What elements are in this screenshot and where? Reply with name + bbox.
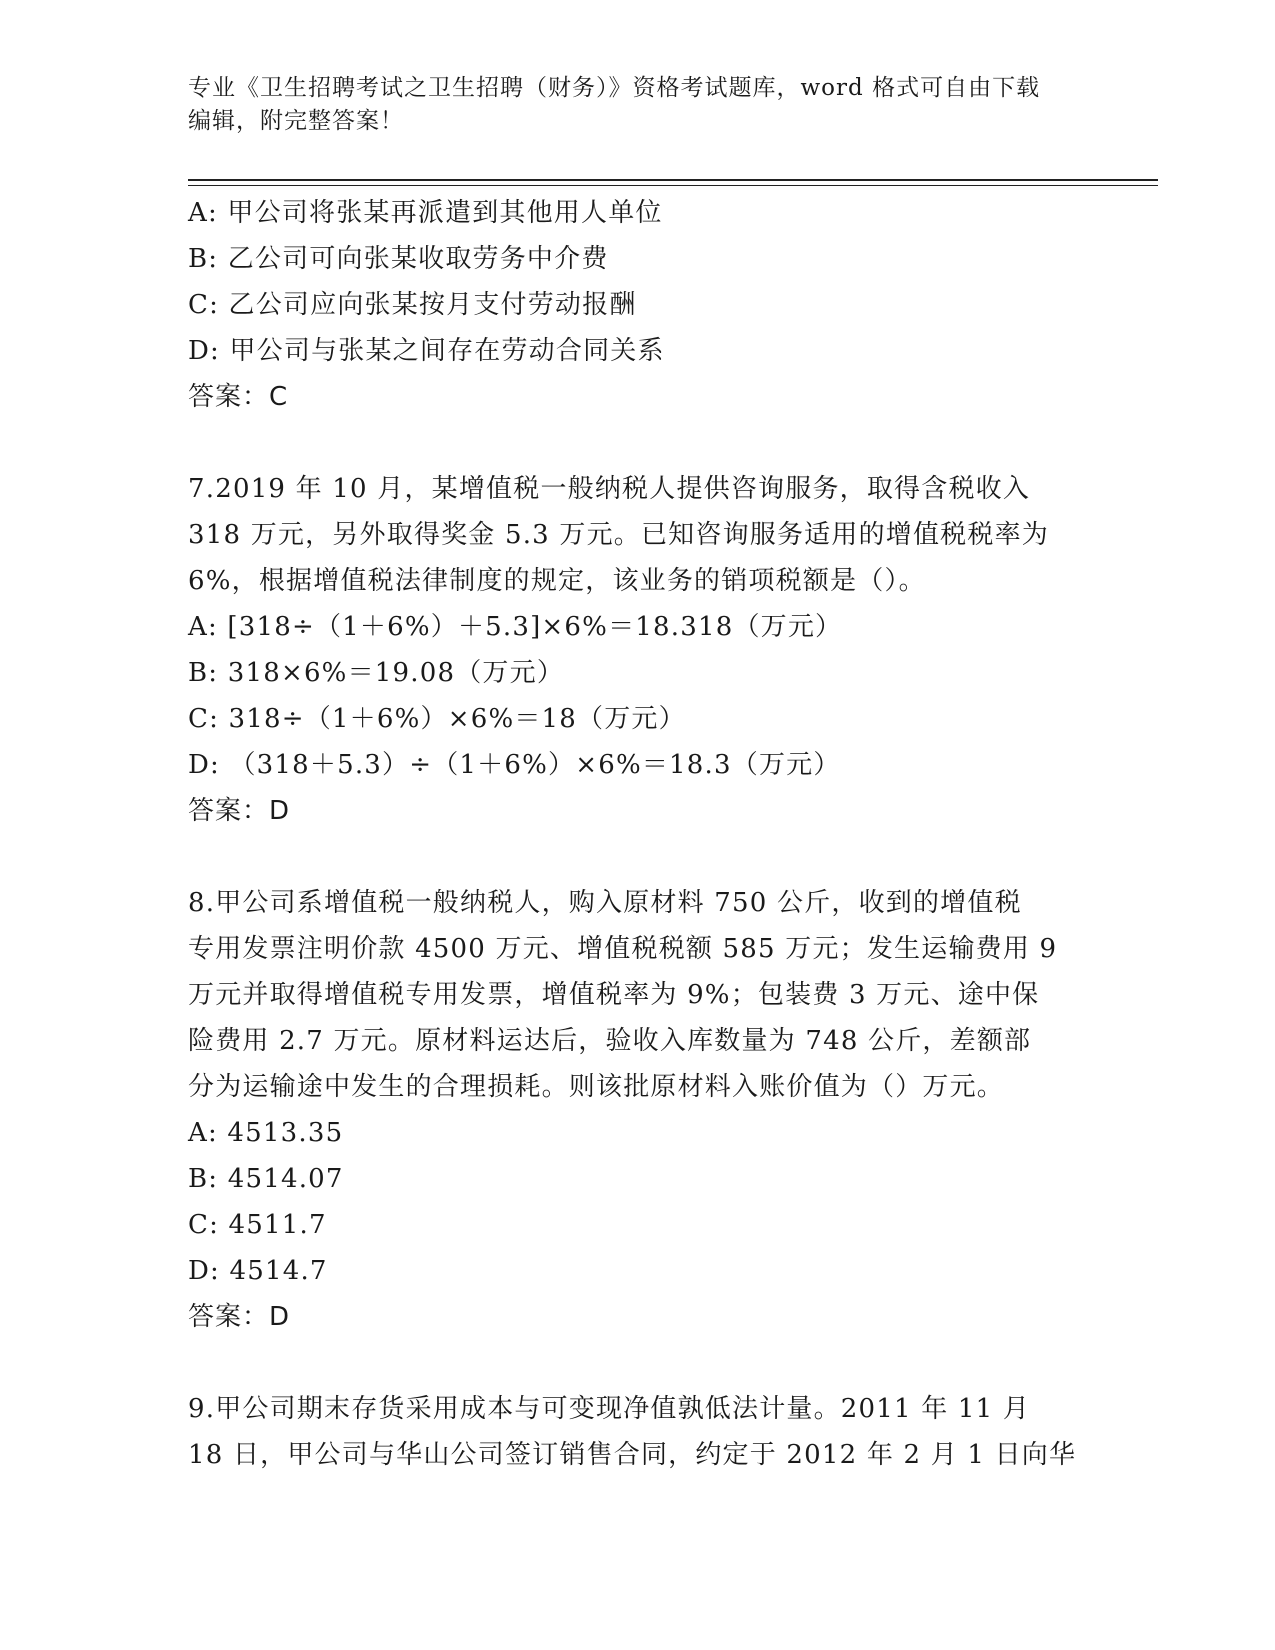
answer: 答案：D <box>188 1302 291 1332</box>
question-text-line: 6%，根据增值税法律制度的规定，该业务的销项税额是（）。 <box>188 566 926 596</box>
option-c: C: 318÷（1＋6%）×6%＝18（万元） <box>188 704 686 734</box>
question-6 <box>188 190 1088 420</box>
question-text-line: 分为运输途中发生的合理损耗。则该批原材料入账价值为（）万元。 <box>188 1072 1005 1102</box>
header-rule-thick <box>188 179 1158 181</box>
question-text-line: 险费用 2.7 万元。原材料运达后，验收入库数量为 748 公斤，差额部 <box>188 1026 1032 1056</box>
question-text-line: 8.甲公司系增值税一般纳税人，购入原材料 750 公斤，收到的增值税 <box>188 888 1022 918</box>
question-text-line: 18 日，甲公司与华山公司签订销售合同，约定于 2012 年 2 月 1 日向华 <box>188 1440 1077 1470</box>
question-8 <box>188 880 1088 1340</box>
header-rule-thin <box>188 185 1158 186</box>
question-text-line: 专用发票注明价款 4500 万元、增值税税额 585 万元；发生运输费用 9 <box>188 934 1058 964</box>
option-b: B: 318×6%＝19.08（万元） <box>188 658 565 688</box>
answer: 答案：D <box>188 796 291 826</box>
option-d: D: 4514.7 <box>188 1256 328 1286</box>
answer: 答案：C <box>188 382 289 412</box>
option-c: C: 4511.7 <box>188 1210 327 1240</box>
header-line-1: 专业《卫生招聘考试之卫生招聘（财务）》资格考试题库，word 格式可自由下载 <box>188 75 1041 101</box>
option-a: A: 4513.35 <box>188 1118 344 1148</box>
document-body <box>188 190 1088 1478</box>
option-b: B: 乙公司可向张某收取劳务中介费 <box>188 244 609 274</box>
option-c: C: 乙公司应向张某按月支付劳动报酬 <box>188 290 637 320</box>
question-text-line: 万元并取得增值税专用发票，增值税率为 9%；包装费 3 万元、途中保 <box>188 980 1040 1010</box>
document-header <box>188 72 1068 138</box>
option-a: A: [318÷（1＋6%）＋5.3]×6%＝18.318（万元） <box>188 612 843 642</box>
question-text-line: 318 万元，另外取得奖金 5.3 万元。已知咨询服务适用的增值税税率为 <box>188 520 1049 550</box>
header-line-2: 编辑，附完整答案！ <box>188 108 404 134</box>
option-d: D: 甲公司与张某之间存在劳动合同关系 <box>188 336 665 366</box>
option-b: B: 4514.07 <box>188 1164 344 1194</box>
option-a: A: 甲公司将张某再派遣到其他用人单位 <box>188 198 663 228</box>
question-text-line: 9.甲公司期末存货采用成本与可变现净值孰低法计量。2011 年 11 月 <box>188 1394 1031 1424</box>
option-d: D: （318＋5.3）÷（1＋6%）×6%＝18.3（万元） <box>188 750 841 780</box>
question-text-line: 7.2019 年 10 月，某增值税一般纳税人提供咨询服务，取得含税收入 <box>188 474 1031 504</box>
question-9 <box>188 1386 1088 1478</box>
question-7 <box>188 466 1088 834</box>
